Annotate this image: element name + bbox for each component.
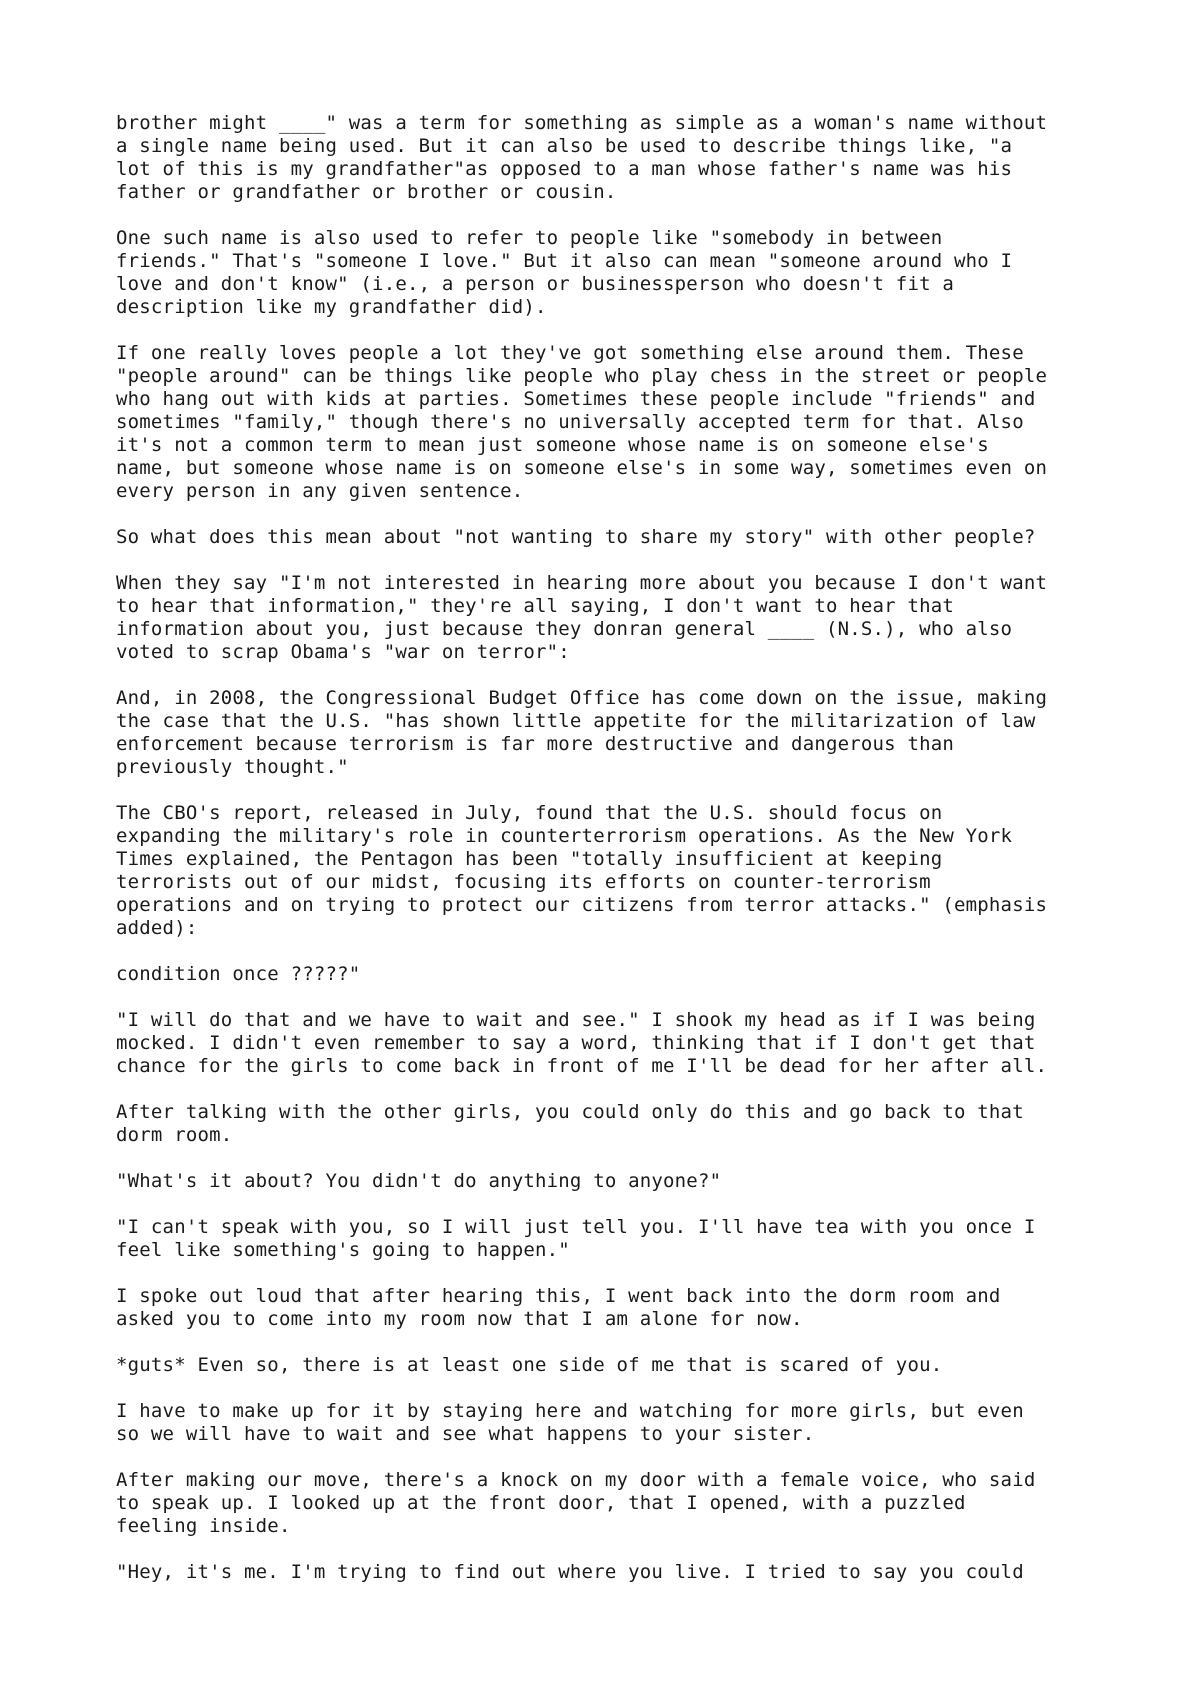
paragraph-10: After talking with the other girls, you could only do this and go back to that dorm room.	[116, 1101, 1024, 1146]
paragraph-8: condition once ?????"	[116, 963, 361, 985]
paragraph-11: "What's it about? You didn't do anything to anyone?"	[116, 1170, 722, 1192]
paragraph-17: "Hey, it's me. I'm trying to find out where you live. I tried to say you could	[116, 1561, 1024, 1583]
paragraph-1: brother might ____" was a term for something as simple as a woman's name without a single name being used. But it can also be used to describe things like, "a lot of this is my grandfather"as opposed to a man whose father's name was his father or grandfather or brother or cousin.	[116, 112, 1048, 203]
paragraph-9: "I will do that and we have to wait and see." I shook my head as if I was being mocked. I didn't even remember to say a word, thinking that if I don't get that chance for the girls to come back in front of me I'll be dead for her after all.	[116, 1009, 1048, 1077]
paragraph-3: If one really loves people a lot they've got something else around them. These "people around" can be things like people who play chess in the street or people who hang out with kids at parties. Sometimes these people include "friends" and sometimes "family," though there's no universally accepted term for that. Also it's not a common term to mean just someone whose name is on someone else's name, but someone whose name is on someone else's in some way, sometimes even on every person in any given sentence.	[116, 342, 1048, 502]
document-page	[116, 112, 1116, 1607]
paragraph-14: *guts* Even so, there is at least one side of me that is scared of you.	[116, 1354, 943, 1376]
paragraph-6: And, in 2008, the Congressional Budget Office has come down on the issue, making the case that the U.S. "has shown little appetite for the militarization of law enforcement because terrorism is far more destructive and dangerous than previously thought."	[116, 687, 1048, 778]
paragraph-5: When they say "I'm not interested in hearing more about you because I don't want to hear that information," they're all saying, I don't want to hear that information about you, just because they donran general ____ (N.S.), who also voted to scrap Obama's "war on terror":	[116, 572, 1048, 663]
paragraph-13: I spoke out loud that after hearing this, I went back into the dorm room and asked you to come into my room now that I am alone for now.	[116, 1285, 1001, 1330]
paragraph-16: After making our move, there's a knock on my door with a female voice, who said to speak up. I looked up at the front door, that I opened, with a puzzled feeling inside.	[116, 1469, 1036, 1537]
paragraph-7: The CBO's report, released in July, found that the U.S. should focus on expanding the military's role in counterterrorism operations. As the New York Times explained, the Pentagon has been "totally insufficient at keeping terrorists out of our midst, focusing its efforts on counter-terrorism operations and on trying to protect our citizens from terror attacks." (emphasis added):	[116, 802, 1048, 939]
paragraph-4: So what does this mean about "not wanting to share my story" with other people?	[116, 526, 1036, 548]
paragraph-15: I have to make up for it by staying here and watching for more girls, but even so we will have to wait and see what happens to your sister.	[116, 1400, 1024, 1445]
paragraph-12: "I can't speak with you, so I will just tell you. I'll have tea with you once I feel like something's going to happen."	[116, 1216, 1036, 1261]
paragraph-2: One such name is also used to refer to people like "somebody in between friends." That's "someone I love." But it also can mean "someone around who I love and don't know" (i.e., a person or businessperson who doesn't fit a description like my grandfather did).	[116, 227, 1013, 318]
